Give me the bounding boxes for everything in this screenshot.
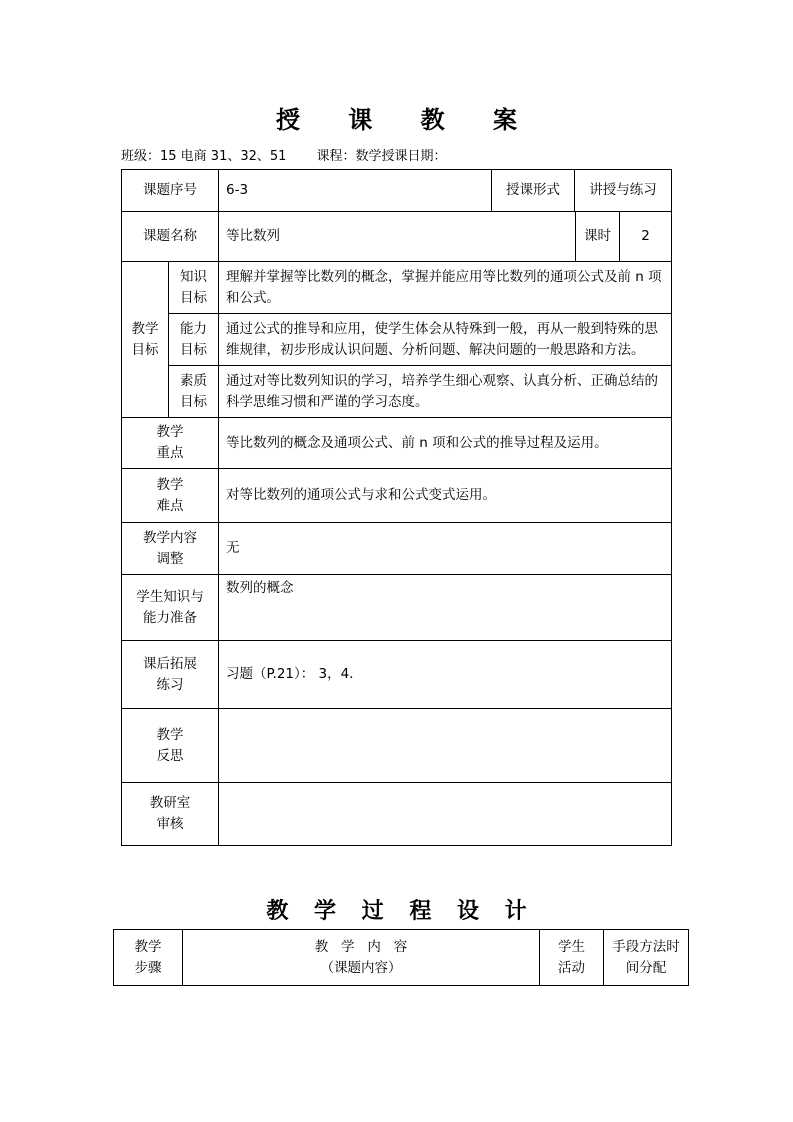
- reflection-text: [218, 708, 672, 783]
- review-label: 教研室 审核: [121, 782, 219, 846]
- topic-name-value: 等比数列: [218, 211, 576, 262]
- process-step-header: 教学 步骤: [113, 929, 183, 986]
- quality-goal-text: 通过对等比数列知识的学习，培养学生细心观察、认真分析、正确总结的科学思维习惯和严谨的学习态度。: [218, 365, 672, 418]
- class-info: 班级：15 电商 31、32、51: [121, 149, 287, 164]
- content-adjust-label: 教学内容 调整: [121, 522, 219, 575]
- form-value: 讲授与练习: [574, 169, 672, 212]
- review-text: [218, 782, 672, 846]
- content-adjust-text: 无: [218, 522, 672, 575]
- exercise-label: 课后拓展 练习: [121, 640, 219, 709]
- reflection-label: 教学 反思: [121, 708, 219, 783]
- class-info-line: [121, 145, 446, 164]
- process-student-header: 学生 活动: [539, 929, 604, 986]
- hours-label: 课时: [575, 211, 620, 262]
- process-method-header: 手段方法时 间分配: [603, 929, 689, 986]
- ability-goal-text: 通过公式的推导和应用，使学生体会从特殊到一般，再从一般到特殊的思维规律，初步形成认识问题、分析问题、解决问题的一般思路和方法。: [218, 313, 672, 366]
- knowledge-goal-label: 知识 目标: [168, 261, 219, 314]
- topic-no-value: 6-3: [218, 169, 492, 212]
- goals-label: 教学 目标: [121, 261, 169, 418]
- difficult-point-text: 对等比数列的通项公式与求和公式变式运用。: [218, 468, 672, 523]
- form-label: 授课形式: [491, 169, 575, 212]
- process-title: 教 学 过 程 设 计: [266, 898, 536, 924]
- process-content-header: 教 学 内 容 （课题内容）: [182, 929, 540, 986]
- key-point-text: 等比数列的概念及通项公式、前 n 项和公式的推导过程及运用。: [218, 417, 672, 469]
- student-prep-text: 数列的概念: [218, 574, 672, 641]
- page-title: 授 课 教 案: [275, 105, 538, 134]
- hours-value: 2: [619, 211, 672, 262]
- exercise-text: 习题（P.21）： 3，4．: [218, 640, 672, 709]
- knowledge-goal-text: 理解并掌握等比数列的概念，掌握并能应用等比数列的通项公式及前 n 项和公式。: [218, 261, 672, 314]
- student-prep-label: 学生知识与 能力准备: [121, 574, 219, 641]
- key-point-label: 教学 重点: [121, 417, 219, 469]
- topic-name-label: 课题名称: [121, 211, 219, 262]
- quality-goal-label: 素质 目标: [168, 365, 219, 418]
- course-info: 课程：数学授课日期：: [316, 149, 447, 164]
- topic-no-label: 课题序号: [121, 169, 219, 212]
- difficult-point-label: 教学 难点: [121, 468, 219, 523]
- ability-goal-label: 能力 目标: [168, 313, 219, 366]
